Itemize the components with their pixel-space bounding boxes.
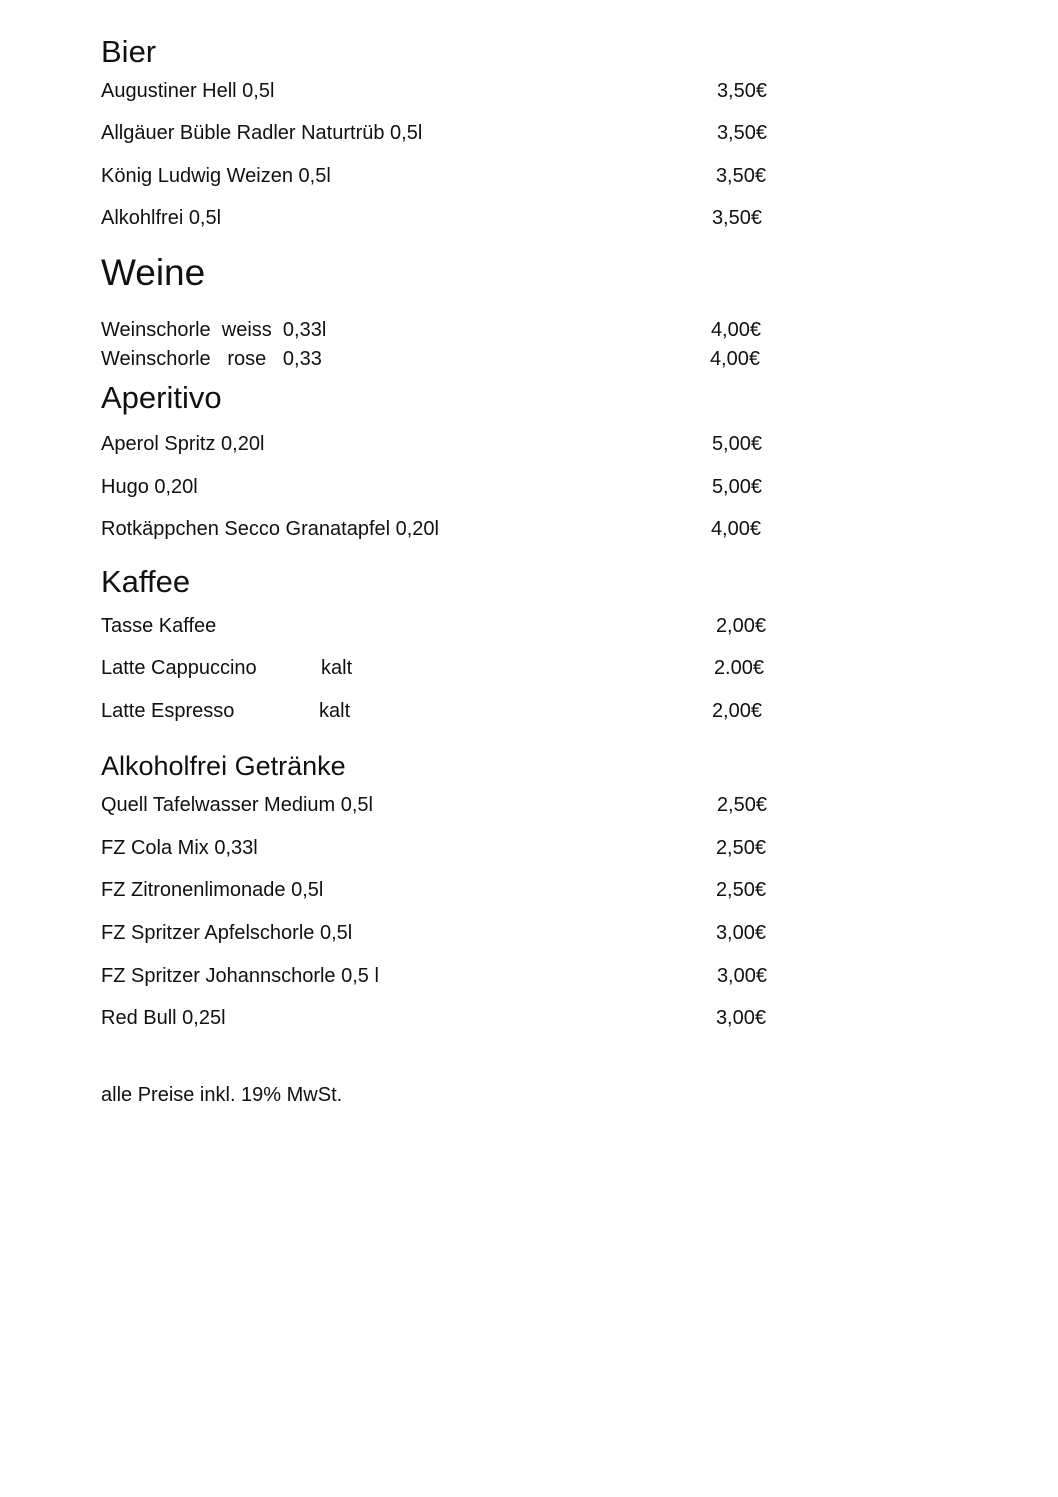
item-price: 5,00€ [711, 476, 762, 498]
item-name: Red Bull 0,25l [101, 1007, 226, 1029]
item-price: 3,50€ [715, 165, 766, 187]
item-price: 3,50€ [711, 207, 762, 229]
item-name: Augustiner Hell 0,5l [101, 80, 275, 102]
item-name: Rotkäppchen Secco Granatapfel 0,20l [101, 518, 439, 540]
item-name: Quell Tafelwasser Medium 0,5l [101, 794, 373, 816]
vat-note: alle Preise inkl. 19% MwSt. [101, 1084, 343, 1106]
item-price: 3,50€ [716, 80, 767, 102]
section-title-weine: Weine [101, 252, 206, 293]
item-name: Hugo 0,20l [101, 476, 198, 498]
item-price: 3,00€ [716, 965, 767, 987]
item-price: 3,00€ [715, 1007, 766, 1029]
item-price: 2,50€ [715, 879, 766, 901]
item-name: Weinschorle rose 0,33 [101, 348, 322, 370]
section-title-bier: Bier [101, 34, 157, 69]
item-price: 4,00€ [710, 319, 761, 341]
item-price: 4,00€ [710, 518, 761, 540]
item-name: Latte Cappuccino [101, 657, 257, 679]
item-name: FZ Spritzer Johannschorle 0,5 l [101, 965, 379, 987]
item-name: Aperol Spritz 0,20l [101, 433, 265, 455]
item-price: 2,00€ [715, 615, 766, 637]
section-title-aperitivo: Aperitivo [101, 380, 222, 415]
item-name: Tasse Kaffee [101, 615, 217, 637]
item-name: Weinschorle weiss 0,33l [101, 319, 327, 341]
item-price: 2.00€ [713, 657, 764, 679]
item-name: König Ludwig Weizen 0,5l [101, 165, 331, 187]
item-name: Allgäuer Büble Radler Naturtrüb 0,5l [101, 122, 423, 144]
item-price: 2,50€ [715, 837, 766, 859]
item-name: Latte Espresso [101, 700, 235, 722]
item-name: Alkohlfrei 0,5l [101, 207, 222, 229]
item-price: 2,50€ [716, 794, 767, 816]
item-note: kalt [319, 700, 351, 722]
item-price: 4,00€ [709, 348, 760, 370]
item-price: 3,50€ [716, 122, 767, 144]
item-note: kalt [321, 657, 353, 679]
section-title-kaffee: Kaffee [101, 564, 191, 599]
item-price: 2,00€ [711, 700, 762, 722]
item-price: 5,00€ [711, 433, 762, 455]
item-name: FZ Zitronenlimonade 0,5l [101, 879, 324, 901]
section-title-alkoholfrei: Alkoholfrei Getränke [101, 751, 346, 781]
item-name: FZ Cola Mix 0,33l [101, 837, 258, 859]
item-price: 3,00€ [715, 922, 766, 944]
item-name: FZ Spritzer Apfelschorle 0,5l [101, 922, 353, 944]
